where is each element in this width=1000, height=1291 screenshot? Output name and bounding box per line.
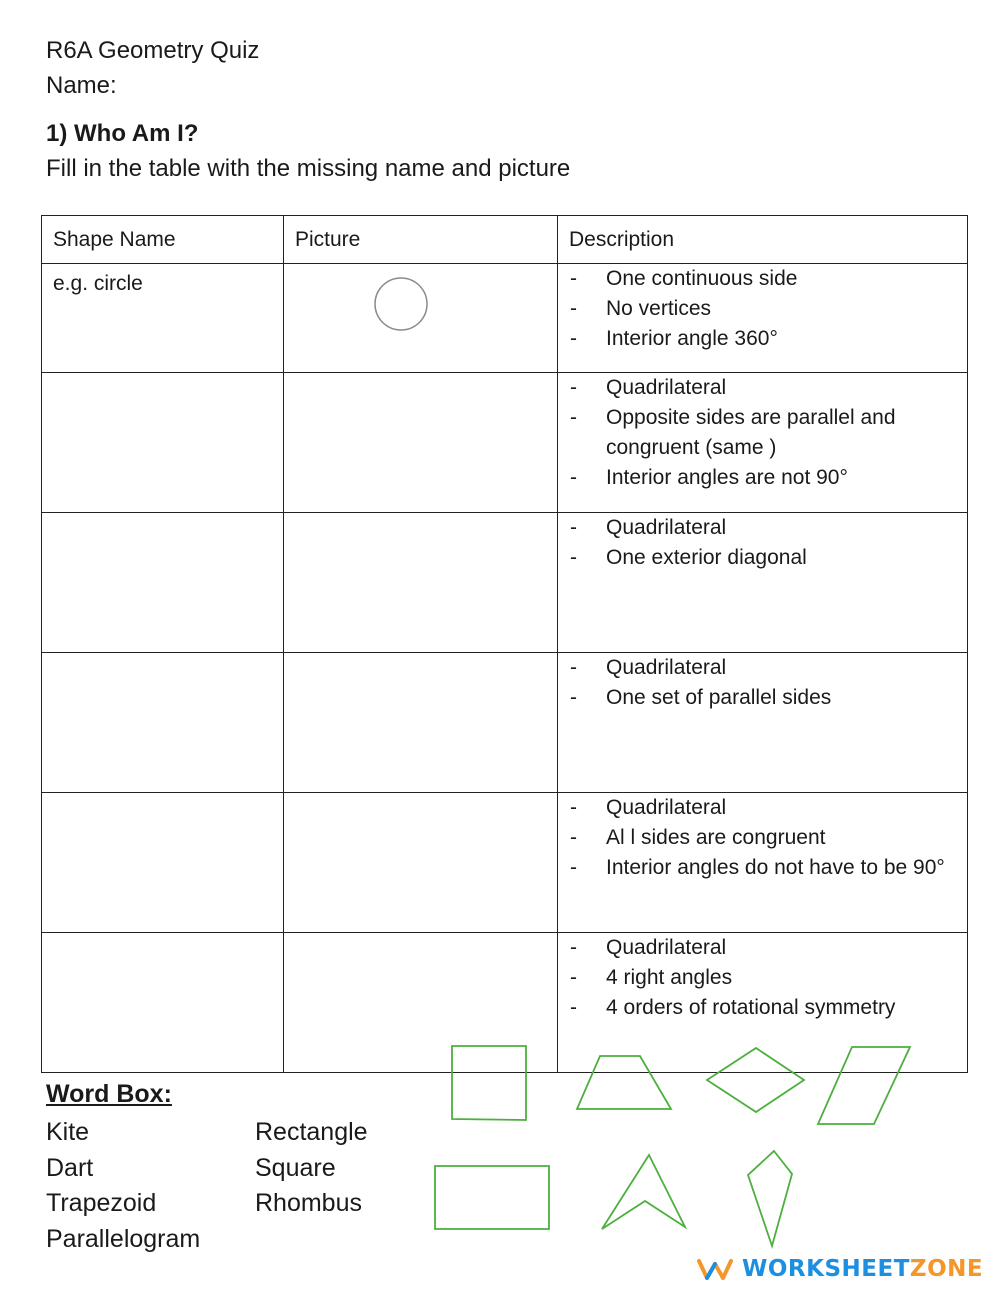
description-cell <box>558 513 968 653</box>
worksheetzone-logo <box>696 1256 983 1282</box>
picture-cell[interactable] <box>284 653 558 793</box>
word-box-word: Dart <box>46 1153 94 1182</box>
description-item: - Quadrilateral <box>558 653 967 683</box>
word-box-word: Trapezoid <box>46 1189 157 1217</box>
description-item: - One set of parallel sides <box>558 683 967 713</box>
column-header-shape-name: Shape Name <box>42 216 284 264</box>
description-item: - Opposite sides are parallel and congruent (same ) <box>558 403 967 463</box>
description-item: - Al l sides are congruent <box>558 823 967 853</box>
word-box-word: Square <box>255 1153 336 1182</box>
table-row <box>42 264 968 373</box>
quiz-title: R6A Geometry Quiz <box>46 37 260 64</box>
instruction-text: Fill in the table with the missing name and picture <box>46 155 571 182</box>
kite-shape[interactable] <box>736 1140 806 1255</box>
shape-name-cell[interactable] <box>42 373 284 513</box>
picture-cell <box>284 264 558 373</box>
word-box-word: Rectangle <box>255 1118 368 1146</box>
worksheetzone-w-icon <box>696 1257 734 1281</box>
picture-cell[interactable] <box>284 373 558 513</box>
description-item: - One continuous side <box>558 264 967 294</box>
word-box-right-column <box>255 1115 368 1222</box>
square-shape[interactable] <box>440 1035 540 1130</box>
description-item: - Interior angle 360° <box>558 324 967 354</box>
description-item: - Interior angles are not 90° <box>558 463 967 493</box>
description-item: - Interior angles do not have to be 90° <box>558 853 967 883</box>
word-box-word: Parallelogram <box>46 1224 201 1253</box>
description-item: - One exterior diagonal <box>558 543 967 573</box>
circle-picture <box>373 276 429 332</box>
rectangle-shape[interactable] <box>426 1155 561 1240</box>
table-row <box>42 513 968 653</box>
description-cell <box>558 653 968 793</box>
dart-shape[interactable] <box>590 1143 700 1243</box>
word-box-left-column <box>46 1115 200 1257</box>
table-header-row <box>42 216 968 264</box>
word-box-word: Kite <box>46 1118 90 1146</box>
description-item: - Quadrilateral <box>558 513 967 543</box>
picture-cell[interactable] <box>284 793 558 933</box>
column-header-description: Description <box>558 216 968 264</box>
description-item: - Quadrilateral <box>558 793 967 823</box>
table-row <box>42 653 968 793</box>
shape-name-cell[interactable] <box>42 933 284 1073</box>
trapezoid-shape[interactable] <box>566 1045 686 1120</box>
parallelogram-shape[interactable] <box>808 1035 923 1135</box>
column-header-picture: Picture <box>284 216 558 264</box>
who-am-i-table <box>41 215 968 1073</box>
table-row <box>42 373 968 513</box>
description-item: - Quadrilateral <box>558 373 967 403</box>
name-label: Name: <box>46 72 117 99</box>
description-item: - 4 orders of rotational symmetry <box>558 993 967 1023</box>
description-item: - 4 right angles <box>558 963 967 993</box>
shape-name-cell: e.g. circle <box>42 264 284 373</box>
brand-text-zone: ZONE <box>909 1256 984 1282</box>
description-cell <box>558 793 968 933</box>
picture-cell[interactable] <box>284 513 558 653</box>
brand-text-worksheet: WORKSHEET <box>742 1256 910 1282</box>
word-box-title: Word Box: <box>46 1080 172 1108</box>
shape-name-cell[interactable] <box>42 513 284 653</box>
rhombus-shape[interactable] <box>696 1040 816 1120</box>
table-row <box>42 793 968 933</box>
shape-name-cell[interactable] <box>42 793 284 933</box>
description-item: - No vertices <box>558 294 967 324</box>
description-cell <box>558 373 968 513</box>
shape-name-cell[interactable] <box>42 653 284 793</box>
question-title: 1) Who Am I? <box>46 120 199 147</box>
word-box-word: Rhombus <box>255 1189 362 1217</box>
description-cell <box>558 264 968 373</box>
description-item: - Quadrilateral <box>558 933 967 963</box>
